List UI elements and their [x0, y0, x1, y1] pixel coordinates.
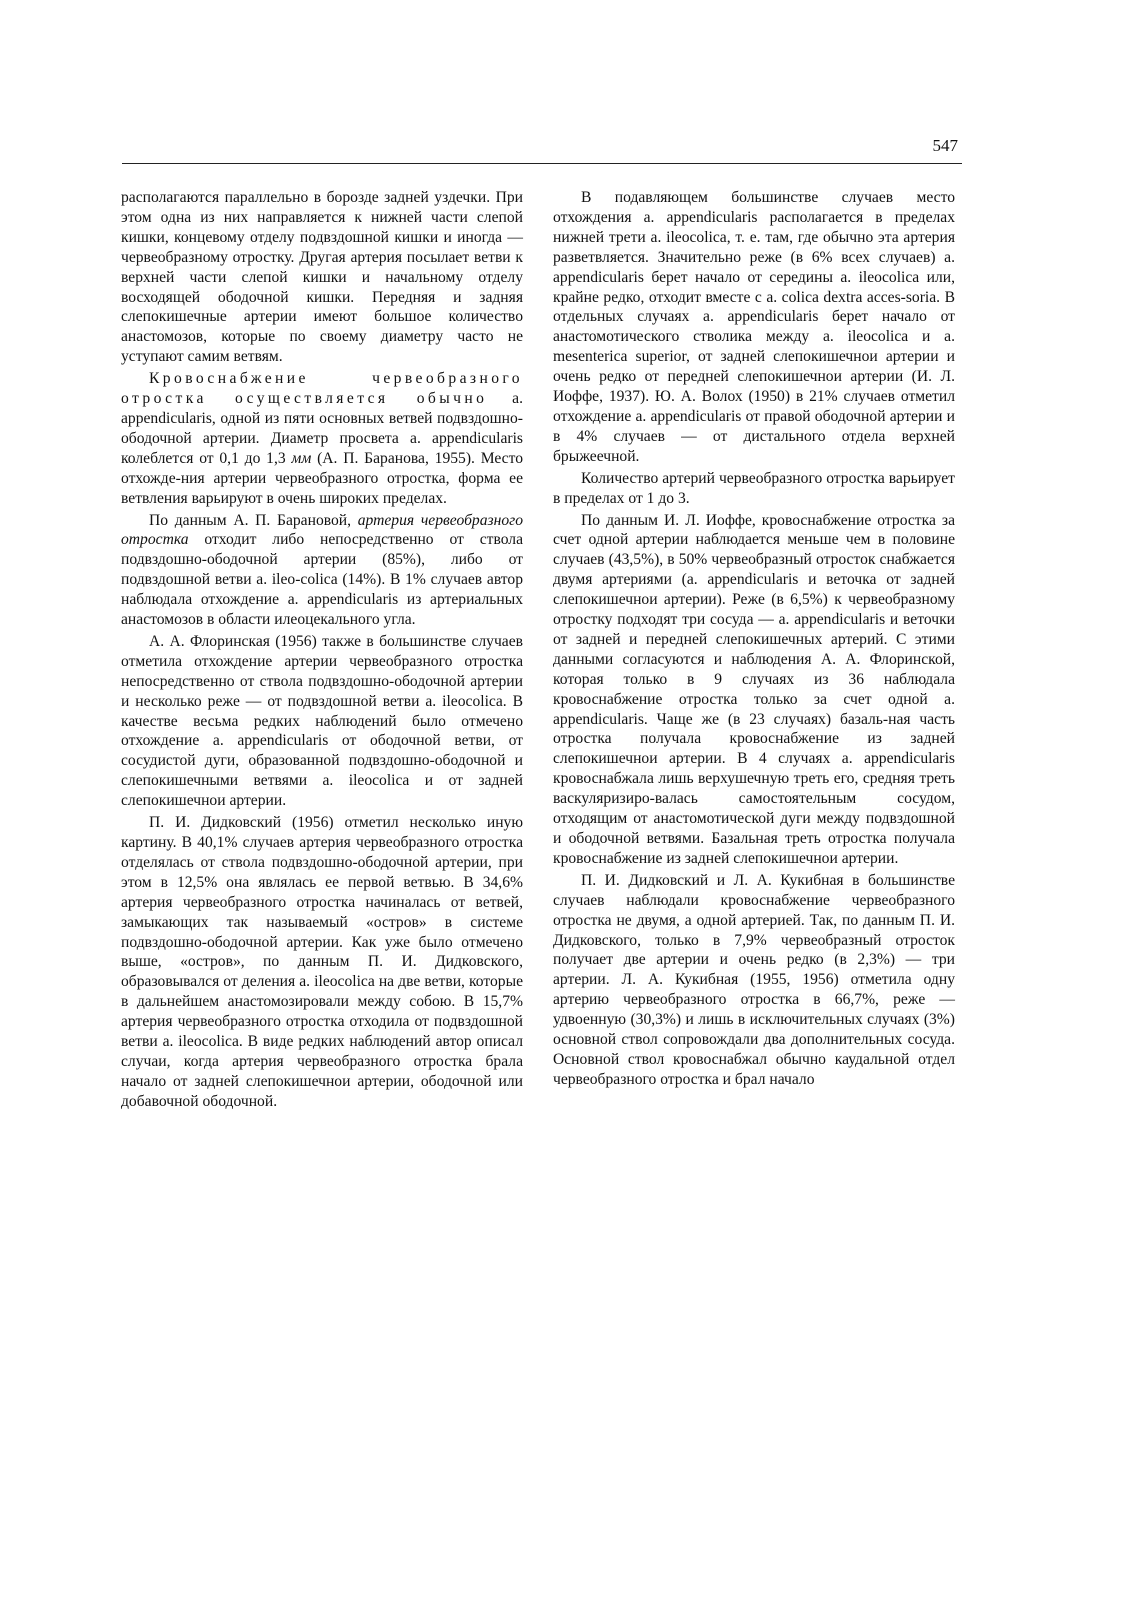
left-paragraph-3 — [121, 511, 523, 630]
right-paragraph-3: По данным И. Л. Иоффе, кровоснабжение отростка за счет одной артерии наблюдается меньше чем в половине случаев (43,5%), в 50% червеобразный отросток снабжается двумя артериями (a. appendicularis и веточка от задней слепокишечнои артерии). Реже (в 6,5%) к червеобразному отростку подходят три сосуда — a. appendicularis и веточки от задней и передней слепокишечных артерий. С этими данными согласуются и наблюдения А. А. Флоринской, которая только в 9 случаях из 36 наблюдала кровоснабжение отростка только за счет одной a. appendicularis. Чаще же (в 23 случаях) базаль-ная часть отростка получала кровоснабжение из задней слепокишечнои артерии. В 4 случаях a. appendicularis кровоснабжала лишь верхушечную треть его, средняя треть васкуляризиро-валась самостоятельным сосудом, отходящим от анастомотической дуги между подвздошной и ободочной ветвями. Базальная треть отростка получала кровоснабжение из задней слепокишечнои артерии. — [553, 511, 955, 867]
italic-term: артерия червеобразного отростка — [121, 511, 523, 549]
left-column — [121, 188, 523, 1112]
right-paragraph-2: Количество артерий червеобразного отростка варьирует в пределах от 1 до 3. — [553, 469, 955, 507]
right-paragraph-1: В подавляющем большинстве случаев место отхождения a. appendicularis располагается в пределах нижней трети a. ileocolica, т. е. там, где обычно эта артерия разветвляется. Значительно реже (в 6% всех случаев) a. appendicularis берет начало от середины a. ileocolica или, крайне редко, отходит вместе с a. colica dextra acces-soria. В отдельных случаях a. appendicularis берет начало от анастомотического стволика между a. ileocolica и a. mesenterica superior, от задней слепокишечнои артерии и очень редко от передней слепокишечнои артерии (И. Л. Иоффе, 1937). Ю. А. Волох (1950) в 21% случаев отметил отхождение a. appendicularis от правой ободочной артерии и в 4% случаев — от дистального отдела верхней брыжеечной. — [553, 189, 955, 465]
left-paragraph-5: П. И. Дидковский (1956) отметил несколько иную картину. В 40,1% случаев артерия червеобразного отростка отделялась от ствола подвздошно-ободочной артерии, при этом в 12,5% она являлась ее первой ветвью. В 34,6% артерия червеобразного отростка начиналась от ветвей, замыкающих так называемый «остров» в системе подвздошно-ободочной артерии. Как уже было отмечено выше, «остров», по данным П. И. Дидковского, образовывался от деления a. ileocolica на две ветви, которые в дальнейшем анастомозировали между собою. В 15,7% артерия червеобразного отростка отходила от подвздошной ветви a. ileocolica. В виде редких наблюдений автор описал случаи, когда артерия червеобразного отростка брала начало от задней слепокишечнои артерии, ободочной или добавочной ободочной. — [121, 814, 523, 1110]
paragraph-text: a. appendicularis, одной из пяти основных ветвей подвздошно-ободочной артерии. Диаметр просвета a. appendicularis колеблется от 0,1 до 1,3 — [121, 390, 524, 467]
unit-italic: мм — [291, 449, 312, 467]
paragraph-text: По данным А. П. Барановой, — [149, 511, 358, 529]
left-paragraph-1: располагаются параллельно в борозде задней уздечки. При этом одна из них направляется к нижней части слепой кишки, концевому отделу подвздошной кишки и иногда — червеобразному отростку. Другая артерия посылает ветви к верхней части слепой кишки и начальному отделу восходящей ободочной кишки. Передняя и задняя слепокишечные артерии имеют большое количество анастомозов, которые по своему диаметру часто не уступают самим ветвям. — [121, 189, 523, 366]
paragraph-text: (А. П. Баранова, 1955). Место отхожде-ния артерии червеобразного отростка, форма ее ветвления варьируют в очень широких пределах. — [121, 449, 523, 507]
right-paragraph-4: П. И. Дидковский и Л. А. Кукибная в большинстве случаев наблюдали кровоснабжение червеобразного отростка не двумя, а одной артерией. Так, по данным П. И. Дидковского, только в 7,9% червеобразный отросток получает две артерии и очень редко (в 2,3%) — три артерии. Л. А. Кукибная (1955, 1956) отметила одну артерию червеобразного отростка в 66,7%, реже — удвоенную (30,3%) и лишь в исключительных случаях (3%) основной ствол сопровождали два дополнительных сосуда. Основной ствол кровоснабжал обычно каудальной отдел червеобразного отростка и брал начало — [553, 871, 955, 1088]
spaced-emphasis: Кровоснабжение червеобразного отростка осуществляется обычно — [121, 370, 523, 408]
right-column — [553, 188, 955, 1090]
header-rule — [122, 163, 962, 164]
left-paragraph-4: А. А. Флоринская (1956) также в большинстве случаев отметила отхождение артерии червеобразного отростка непосредственно от ствола подвздошно-ободочной артерии и несколько реже — от подвздошной ветви a. ileocolica. В качестве весьма редких наблюдений было отмечено отхождение a. appendicularis от ободочной ветви, от сосудистой дуги, образованной подвздошно-ободочной и слепокишечными ветвями a. ileocolica и от задней слепокишечнои артерии. — [121, 632, 523, 810]
left-paragraph-2 — [121, 369, 523, 508]
page-number: 547 — [932, 136, 958, 155]
paragraph-text: отходит либо непосредственно от ствола подвздошно-ободочной артерии (85%), либо от подвздошной ветви a. ileo-colica (14%). В 1% случаев автор наблюдала отхождение a. appendicularis из артериальных анастомозов в области илеоцекального угла. — [121, 531, 523, 629]
